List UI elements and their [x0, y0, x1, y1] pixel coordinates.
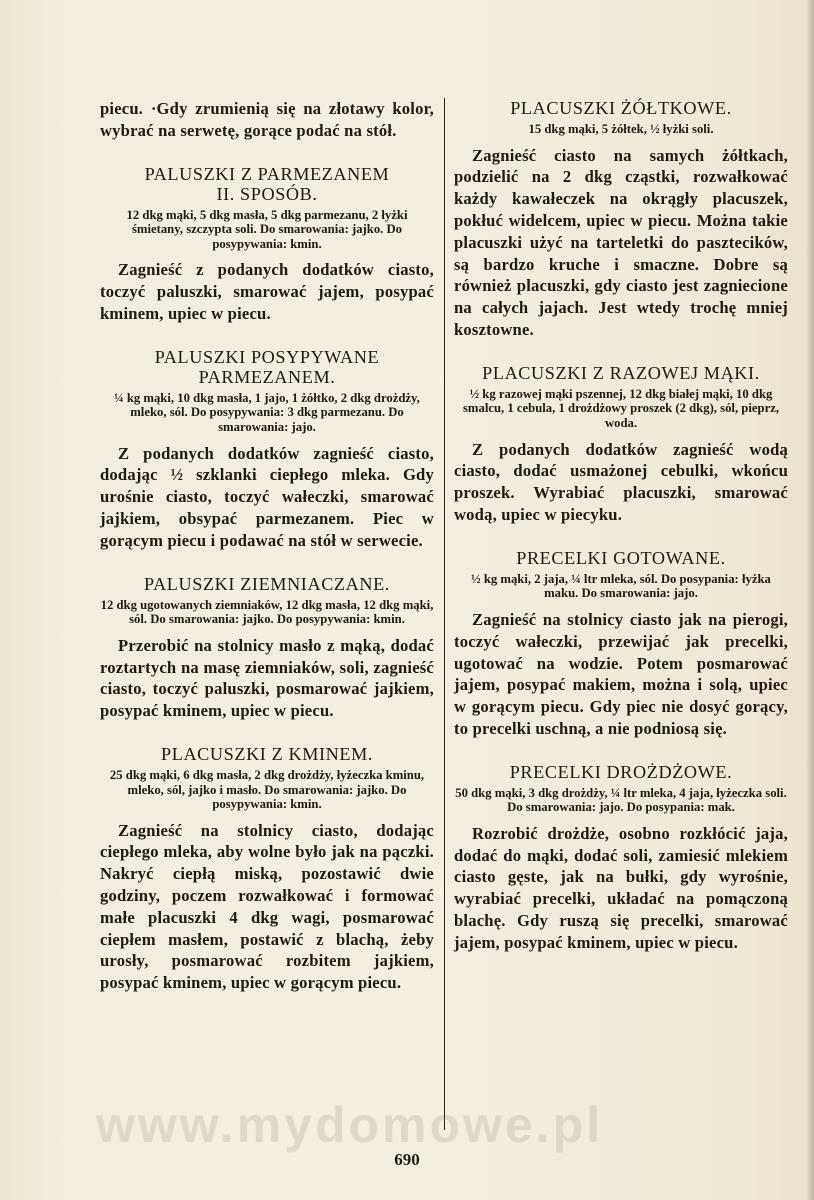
recipe-paluszki-posypywane [100, 347, 434, 552]
left-column [100, 98, 434, 994]
recipe-title: PRECELKI GOTOWANE. [516, 547, 726, 568]
recipe-ingredients: 15 dkg mąki, 5 żółtek, ½ łyżki soli. [528, 122, 714, 136]
recipe-method: Przerobić na stolnicy masło z mąką, dodać roztartych na masę ziemniaków, soli, zagnieść ciasto, toczyć paluszki, posmarować jajkiem, posypać kminem, upiec w piecu. [100, 635, 434, 721]
recipe-title: PLACUSZKI Z RAZOWEJ MĄKI. [482, 362, 760, 383]
recipe-title: PALUSZKI ZIEMNIACZANE. [144, 573, 390, 594]
recipe-title: PRECELKI DROŻDŻOWE. [509, 761, 733, 782]
recipe-ingredients: 12 dkg ugotowanych ziemniaków, 12 dkg masła, 12 dkg mąki, sól. Do smarowania: jajko. Do posypywania: kmin. [100, 597, 434, 627]
recipe-method: Z podanych dodatków zagnieść wodą ciasto, dodać usmażonej cebulki, wkońcu proszek. Wyrabiać placuszki, smarować wodą, upiec w piecyku. [454, 439, 788, 524]
recipe-precelki-gotowane [454, 548, 788, 740]
recipe-method: Zagnieść ciasto na samych żółtkach, podzielić na 2 dkg cząstki, rozwałkować każdy kawałeczek na okrągły placuszek, pokłuć widelcem, upiec w piecu. Można takie placuszki użyć na tarteletki do pasztecików, są bardzo kruche i smaczne. Dobre są również placuszki, gdy ciasto jest zagniecione na całych jajach. Jest wtedy trochę mniej kosztowne. [454, 145, 788, 339]
recipe-method: Z podanych dodatków zagnieść ciasto, dodając ½ szklanki ciepłego mleka. Gdy urośnie ciasto, toczyć wałeczki, smarować jajkiem, obsypać parmezanem. Piec w gorącym piecu i podawać na stół w serwecie. [100, 443, 434, 550]
page-number: 690 [394, 1150, 420, 1169]
recipe-paluszki-z-parmezanem-ii [100, 164, 434, 325]
right-column [454, 98, 788, 954]
recipe-ingredients: 12 dkg mąki, 5 dkg masła, 5 dkg parmezanu, 2 łyżki śmietany, szczypta soli. Do smarowania: jajko. Do posypywania: kmin. [126, 207, 408, 251]
recipe-ingredients: ½ kg mąki, 2 jaja, ¼ ltr mleka, sól. Do posypania: łyżka maku. Do smarowania: jajo. [471, 571, 771, 601]
recipe-ingredients: ½ kg razowej mąki pszennej, 12 dkg białej mąki, 10 dkg smalcu, 1 cebula, 1 drożdżowy proszek (2 dkg), sól, pieprz, woda. [462, 386, 780, 430]
recipe-placuszki-z-razowej-maki [454, 363, 788, 526]
recipe-title: PLACUSZKI Z KMINEM. [161, 743, 373, 764]
page-edge-shadow [806, 0, 814, 1200]
continued-text: piecu. ·Gdy zrumienią się na złotawy kolor, wybrać na serwetę, gorące podać na stół. [100, 99, 434, 140]
watermark: www.mydomowe.pl [96, 1097, 604, 1153]
column-divider [444, 98, 445, 1130]
recipe-placuszki-z-kminem [100, 744, 434, 994]
recipe-ingredients: 25 dkg mąki, 6 dkg masła, 2 dkg drożdży, łyżeczka kminu, mleko, sól, jajko i masło. Do smarowania: jajko. Do posypywania: kmin. [109, 767, 425, 812]
recipe-precelki-drozdzowe [454, 762, 788, 954]
recipe-method: Zagnieść na stolnicy ciasto, dodając ciepłego mleka, aby wolne było jak na pączki. Nakryć ciepłą miską, pozostawić dwie godziny, poczem rozwałkować i formować małe placuszki 4 dkg wagi, posmarować ciepłem masłem, postawić z blachą, żeby urosły, posmarować rozbitem jajkiem, posypać kminem, upiec w gorącym piecu. [100, 820, 434, 993]
recipe-method: Rozrobić drożdże, osobno rozkłócić jaja, dodać do mąki, dodać soli, zamiesić mlekiem ciasto gęste, jak na bułki, gdy wyrośnie, wyrabiać precelki, układać na pomączoną blachę. Gdy ruszą się precelki, smarować jajem, posypać kminem, upiec w piecu. [454, 823, 788, 952]
recipe-title: PLACUSZKI ŻÓŁTKOWE. [510, 98, 732, 118]
recipe-method: Zagnieść na stolnicy ciasto jak na pierogi, toczyć wałeczki, przewijać jak precelki, ugotować na wodzie. Potem posmarować jajem, posypać makiem, można i solą, upiec w gorącym piecu. Gdy piec nie dosyć gorący, to precelki uschną, a nie podniosą się. [454, 609, 788, 738]
recipe-paluszki-ziemniaczane [100, 574, 434, 722]
recipe-title: PALUSZKI POSYPYWANE PARMEZANEM. [154, 346, 380, 387]
recipe-placuszki-zoltkowe [454, 98, 788, 341]
recipe-title: PALUSZKI Z PARMEZANEM II. SPOSÓB. [144, 163, 390, 204]
recipe-ingredients: ¼ kg mąki, 10 dkg masła, 1 jajo, 1 żółtko, 2 dkg drożdży, mleko, sól. Do posypywania: 3 dkg parmezanu. Do smarowania: jajo. [114, 390, 420, 434]
recipe-method: Zagnieść z podanych dodatków ciasto, toczyć paluszki, smarować jajem, posypać kminem, upiec w piecu. [100, 260, 434, 323]
recipe-ingredients: 50 dkg mąki, 3 dkg drożdży, ¼ ltr mleka, 4 jaja, łyżeczka soli. Do smarowania: jajo. Do posypania: mak. [455, 785, 787, 815]
